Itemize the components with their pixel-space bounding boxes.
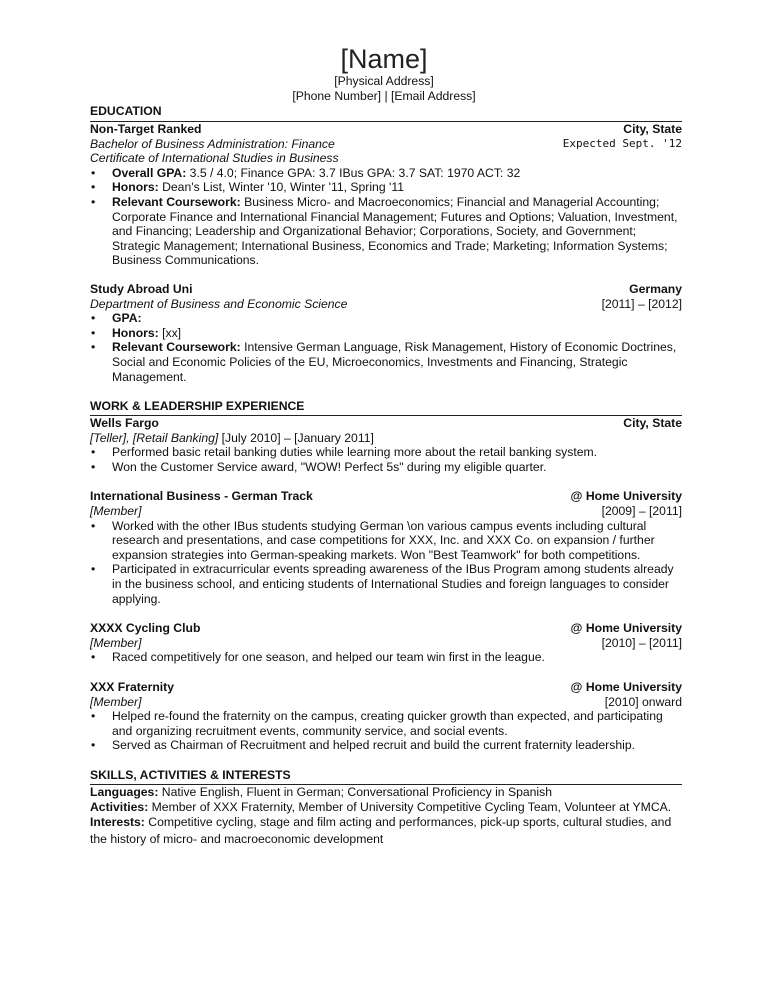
education-details [90, 311, 682, 384]
role: [Teller], [Retail Banking] [90, 430, 219, 445]
coursework-value: Business Micro- and Macroeconomics; Financial and Managerial Accounting; Corporate Finance and International Financial Management; Futures and Options; Valuation, Investment, and Financing; Leadership and Organizational Behavior; Corporations, Society, and Government; Strategic Management; International Business, Economics and Trade; Marketing; Information Systems; Business Communications. [112, 194, 678, 268]
work-bullets [90, 519, 682, 607]
graduation-date: Expected Sept. '12 [562, 136, 682, 150]
list-item: • Won the Customer Service award, "WOW! Perfect 5s" during my eligible quarter. [90, 460, 682, 475]
honors-value: [xx] [158, 325, 182, 340]
dates: [2009] – [2011] [601, 504, 682, 519]
list-item: • Helped re-found the fraternity on the campus, creating quicker growth than expected, and participating and organizing recruitment events, community service, and social events. [90, 709, 682, 738]
dates: [July 2010] – [January 2011] [218, 430, 374, 445]
languages-value: Native English, Fluent in German; Conversational Proficiency in Spanish [158, 784, 552, 799]
section-title-skills: SKILLS, ACTIVITIES & INTERESTS [90, 767, 291, 782]
list-item [90, 311, 682, 326]
school-location: City, State [623, 122, 682, 136]
education-entry-1 [90, 122, 682, 268]
list-item [90, 180, 682, 195]
languages-label: Languages: [90, 784, 159, 799]
skills-languages [90, 785, 682, 800]
skills-interests [90, 814, 682, 848]
school-name: Non-Target Ranked [90, 122, 202, 136]
role: [Member] [90, 635, 142, 650]
work-entry-fraternity [90, 680, 682, 753]
org-name: Wells Fargo [90, 416, 159, 431]
phone-email: [Phone Number] | [Email Address] [292, 88, 476, 103]
honors-label: Honors: [112, 180, 159, 195]
study-dates: [2011] – [2012] [601, 296, 682, 311]
org-name: XXX Fraternity [90, 680, 174, 694]
org-name: International Business - German Track [90, 489, 313, 504]
list-item: • Worked with the other IBus students studying German \on various campus events including cultural research and presentations, and case competitions for XXX, Inc. and XXX Co. on expansion / further expansion strategies into German-speaking markets. Won "Best Teamwork" for both competitions. [90, 519, 682, 563]
education-details [90, 166, 682, 268]
dates: [2010] – [2011] [601, 635, 682, 650]
list-item: • Performed basic retail banking duties while learning more about the retail banking system. [90, 445, 682, 460]
work-entry-wells-fargo [90, 416, 682, 474]
list-item: • Raced competitively for one season, and helped our team win first in the league. [90, 650, 682, 665]
list-item [90, 326, 682, 341]
degree: Bachelor of Business Administration: Finance [90, 136, 335, 151]
section-title-work: WORK & LEADERSHIP EXPERIENCE [90, 399, 305, 414]
department: Department of Business and Economic Science [90, 296, 348, 311]
candidate-name: [Name] [340, 44, 428, 74]
list-item [90, 195, 682, 268]
work-entry-ibus [90, 489, 682, 606]
resume-body [90, 104, 682, 848]
work-bullets [90, 445, 682, 474]
org-name: XXXX Cycling Club [90, 621, 201, 636]
physical-address: [Physical Address] [334, 74, 434, 88]
work-bullets [90, 709, 682, 753]
work-bullets [90, 650, 682, 665]
org-location: City, State [623, 416, 682, 431]
certificate: Certificate of International Studies in Business [90, 151, 339, 166]
education-entry-2 [90, 282, 682, 384]
list-item [90, 166, 682, 181]
skills-activities [90, 800, 682, 815]
coursework-label: Relevant Coursework: [112, 194, 241, 209]
org-location: @ Home University [570, 489, 682, 504]
coursework-label: Relevant Coursework: [112, 340, 241, 355]
org-location: @ Home University [570, 621, 682, 636]
section-title-education: EDUCATION [90, 104, 162, 118]
activities-label: Activities: [90, 799, 149, 814]
role: [Member] [90, 694, 142, 709]
coursework-value: Intensive German Language, Risk Management, History of Economic Doctrines, Social and Economic Policies of the EU, Microeconomics, Investments and Financing, Strategic Management. [112, 340, 677, 384]
org-location: @ Home University [570, 680, 682, 694]
list-item: • Served as Chairman of Recruitment and helped recruit and build the current fraternity leadership. [90, 738, 682, 753]
interests-value: Competitive cycling, stage and film acting and performances, pick-up sports, cultural studies, and the history of micro- and macroeconomic development [90, 815, 672, 847]
school-location: Germany [629, 281, 682, 296]
gpa-label: GPA: [112, 311, 142, 326]
gpa-label: Overall GPA: [112, 165, 187, 180]
gpa-value: 3.5 / 4.0; Finance GPA: 3.7 IBus GPA: 3.7 SAT: 1970 ACT: 32 [186, 165, 521, 180]
honors-value: Dean's List, Winter '10, Winter '11, Spring '11 [158, 180, 404, 195]
work-entry-cycling [90, 621, 682, 665]
role: [Member] [90, 504, 142, 519]
list-item [90, 340, 682, 384]
list-item: • Participated in extracurricular events spreading awareness of the IBus Program among students already in the business school, and enticing students of International Studies and foreign languages to consider applying. [90, 562, 682, 606]
dates: [2010] onward [604, 694, 682, 709]
honors-label: Honors: [112, 325, 159, 340]
activities-value: Member of XXX Fraternity, Member of University Competitive Cycling Team, Volunteer at YMCA. [148, 799, 672, 814]
resume-header [0, 0, 768, 103]
interests-label: Interests: [90, 815, 145, 830]
school-name: Study Abroad Uni [90, 281, 193, 296]
